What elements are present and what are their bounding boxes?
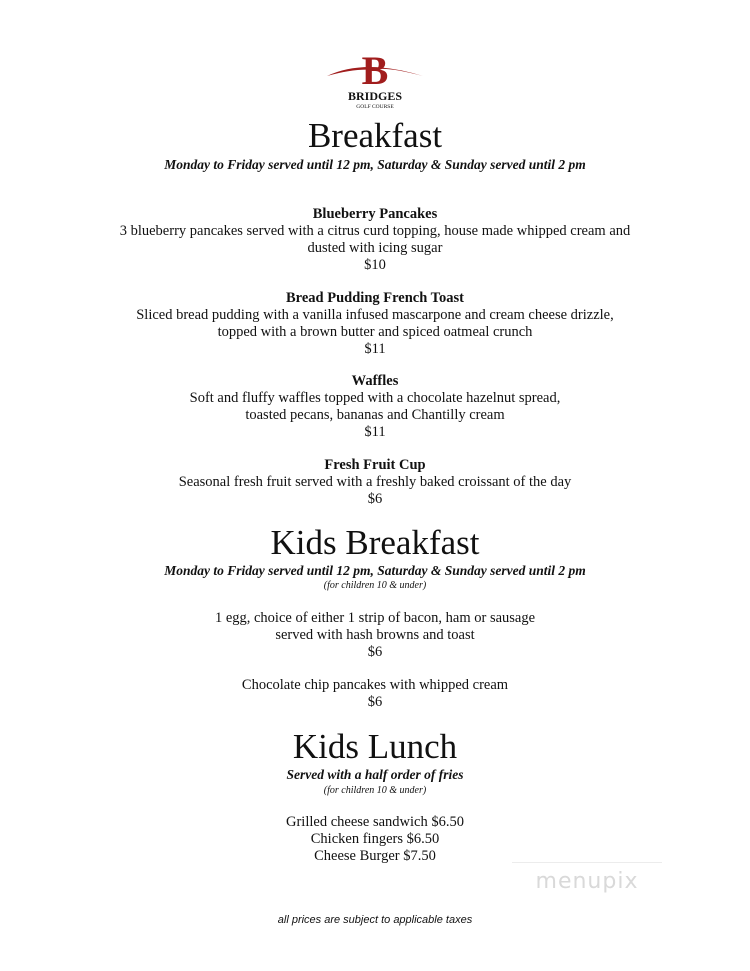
item-desc: 1 egg, choice of either 1 strip of bacon, ham or sausage [214, 610, 536, 626]
item-price: $11 [364, 424, 386, 440]
item-name: Fresh Fruit Cup [324, 457, 426, 473]
kids-lunch-note: (for children 10 & under) [323, 785, 427, 796]
logo-subtext: GOLF COURSE [356, 104, 394, 110]
item-name: Waffles [351, 373, 399, 389]
logo-text: BRIDGES [347, 89, 403, 103]
list-item: Grilled cheese sandwich $6.50 [286, 814, 464, 830]
item-price: $10 [364, 257, 386, 273]
kids-lunch-subtitle: Served with a half order of fries [286, 767, 464, 782]
item-desc: served with hash browns and toast [275, 627, 475, 643]
item-desc: topped with a brown butter and spiced oatmeal crunch [217, 324, 533, 340]
item-price: $6 [367, 644, 383, 660]
item-desc: Seasonal fresh fruit served with a freshly baked croissant of the day [178, 474, 572, 490]
item-price: $6 [367, 491, 383, 507]
item-price: $6 [367, 694, 383, 710]
bridges-logo [325, 46, 425, 110]
list-item: Cheese Burger $7.50 [314, 848, 436, 864]
breakfast-hours: Monday to Friday served until 12 pm, Saturday & Sunday served until 2 pm [164, 157, 586, 172]
item-desc: Sliced bread pudding with a vanilla infused mascarpone and cream cheese drizzle, [136, 307, 614, 323]
item-name: Blueberry Pancakes [312, 206, 438, 222]
item-desc: Chocolate chip pancakes with whipped cream [241, 677, 509, 693]
item-price: $11 [364, 341, 386, 357]
menupix-watermark [512, 862, 662, 902]
item-desc: dusted with icing sugar [307, 240, 443, 256]
kids-breakfast-hours: Monday to Friday served until 12 pm, Saturday & Sunday served until 2 pm [164, 563, 586, 578]
footer-note: all prices are subject to applicable taxes [277, 914, 473, 926]
breakfast-title: Breakfast [307, 116, 443, 155]
item-desc: toasted pecans, bananas and Chantilly cream [245, 407, 505, 423]
kids-breakfast-title: Kids Breakfast [270, 523, 480, 562]
list-item: Chicken fingers $6.50 [310, 831, 440, 847]
kids-lunch-title: Kids Lunch [292, 727, 458, 766]
watermark-text: menupix [535, 869, 639, 894]
svg-text:B: B [361, 48, 389, 93]
item-desc: Soft and fluffy waffles topped with a chocolate hazelnut spread, [189, 390, 561, 406]
item-desc: 3 blueberry pancakes served with a citrus curd topping, house made whipped cream and [119, 223, 631, 239]
item-name: Bread Pudding French Toast [286, 290, 464, 306]
kids-breakfast-note: (for children 10 & under) [323, 580, 427, 591]
